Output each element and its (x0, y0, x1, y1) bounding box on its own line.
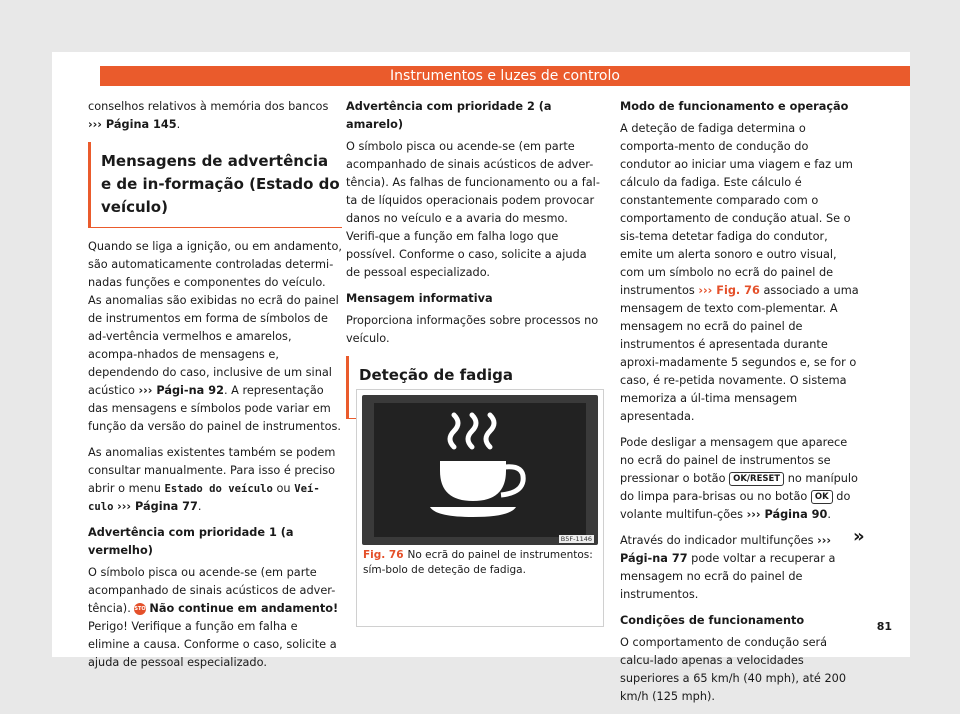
section-heading-warnings: Mensagens de advertência e de in-formação (Estado do veículo) (88, 142, 342, 228)
figure-reference-link[interactable]: ››› Fig. 76 (698, 284, 760, 297)
figure-caption: Fig. 76 No ecrã do painel de instrumentos: sím-bolo de deteção de fadiga. (363, 549, 593, 576)
page-reference-link[interactable]: ››› Página 77 (117, 500, 198, 513)
paragraph: Proporciona informações sobre processos no veículo. (346, 314, 599, 345)
paragraph: Pode desligar a mensagem que aparece no ecrã do painel de instrumentos se pressionar o botão OK/RESET no manípulo do limpa para-brisas ou no botão OK do volante multifun-ções ››› Página 90. (620, 436, 858, 521)
continue-mark: » (853, 526, 865, 547)
document-page (52, 52, 910, 703)
figure-code: B5F-1146 (560, 535, 592, 543)
stop-warning-icon: STOP (134, 603, 146, 615)
figure-76 (356, 389, 604, 627)
coffee-cup-icon (374, 403, 586, 537)
section-heading-fatigue: Deteção de fadiga (346, 356, 604, 419)
page-reference-link[interactable]: ››› Página 145 (88, 118, 177, 131)
ok-reset-key: OK/RESET (729, 472, 784, 486)
menu-name: Estado do veículo (164, 483, 273, 495)
paragraph: Através do indicador multifunções ››› Pági-na 77 pode voltar a recuperar a mensagem no ecrã do painel de instrumentos. (620, 534, 836, 601)
page-reference-link[interactable]: ››› Pági-na 92 (138, 384, 224, 397)
paragraph: O símbolo pisca ou acende-se (em parte acompanhado de sinais acústicos de adver-tência). As falhas de funcionamento ou a fal-ta de líquidos operacionais podem provocar danos no veículo e a avaria do mesmo. Verifi-que a função em falha logo que possível. Conforme o caso, solicite a ajuda de pessoal especializado. (346, 140, 600, 279)
instrument-panel-screen (362, 395, 598, 545)
subheading-conditions: Condições de funcionamento (620, 614, 805, 627)
subheading-priority-1: Advertência com prioridade 1 (a vermelho) (88, 526, 294, 557)
paragraph: As anomalias existentes também se podem consultar manualmente. Para isso é preciso abrir o menu Estado do veículo ou Veí-culo ››› Página 77. (88, 446, 336, 513)
page-number: 81 (876, 620, 892, 633)
paragraph: conselhos relativos à memória dos bancos ››› Página 145. (88, 100, 329, 131)
column-1 (88, 98, 342, 680)
paragraph: Quando se liga a ignição, ou em andamento, são automaticamente controladas determi-nadas funções e componentes do veículo. As anomalias são exibidas no ecrã do painel de instrumentos em forma de símbolos de ad-vertência vermelhos e amarelos, acompa-nhados de mensagens e, dependendo do caso, inclusive de um sinal acústico ››› Pági-na 92. A representação das mensagens e símbolos pode variar em função da versão do painel de instrumentos. (88, 240, 342, 433)
section-header: Instrumentos e luzes de controlo (100, 66, 910, 86)
page-reference-link[interactable]: ››› Pági-na 77 (620, 534, 832, 565)
ok-key: OK (811, 490, 833, 504)
subheading-mode: Modo de funcionamento e operação (620, 100, 849, 113)
subheading-info-message: Mensagem informativa (346, 292, 493, 305)
menu-name: Veí-culo (88, 483, 320, 513)
paragraph: O símbolo pisca ou acende-se (em parte acompanhado de sinais acústicos de adver-tência). STOPNão continue em andamento! Perigo! Verifique a função em falha e elimine a causa. Conforme o caso, solicite a ajuda de pessoal especializado. (88, 566, 339, 669)
column-2 (346, 98, 604, 429)
paragraph: O comportamento de condução será calcu-lado apenas a velocidades superiores a 65 km/h (40 mph), até 200 km/h (125 mph). (620, 636, 847, 703)
page-reference-link[interactable]: ››› Página 90 (746, 508, 828, 521)
paragraph: A deteção de fadiga determina o comporta-mento de condução do condutor ao iniciar uma viagem e faz um cálculo da fadiga. Este cálculo é constantemente comparado com o comportamento de condução atual. Se o sis-tema detetar fadiga do condutor, emite um alerta sonoro e outro visual, com um símbolo no ecrã do painel de instrumentos ››› Fig. 76 associado a uma mensagem de texto com-plementar. A mensagem no ecrã do painel de instrumentos é apresentada durante aproxi-madamente 5 segundos e, se for o caso, é re-petida novamente. O sistema memoriza a úl-tima mensagem apresentada. (620, 122, 859, 423)
column-3 (620, 98, 862, 714)
subheading-priority-2: Advertência com prioridade 2 (a amarelo) (346, 100, 552, 131)
